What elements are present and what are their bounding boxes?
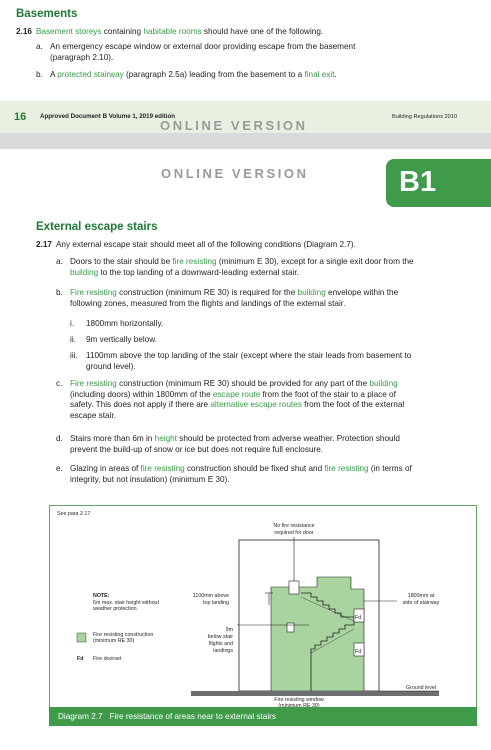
fire-window bbox=[287, 623, 294, 632]
caption-number: Diagram 2.7 bbox=[58, 712, 103, 721]
link-habitable-rooms[interactable]: habitable rooms bbox=[143, 27, 202, 36]
label-side-of-stairway: side of stairway bbox=[402, 600, 440, 606]
list-item bbox=[36, 70, 476, 82]
link-escape-route[interactable]: escape route bbox=[212, 389, 261, 399]
legend-swatch-fire-resisting bbox=[77, 633, 86, 642]
text: escape stair. bbox=[70, 410, 116, 420]
section-tab-label: B1 bbox=[399, 166, 437, 198]
list-label: a. bbox=[56, 257, 63, 266]
text: (paragraph 2.5a) leading from the basement to a bbox=[123, 70, 305, 79]
text: following zones, measured from the flights and landings of the external stair. bbox=[70, 298, 346, 308]
text: from the foot of the external bbox=[301, 400, 405, 409]
text: Any external escape stair should meet all of the following conditions (Diagram 2.7). bbox=[55, 240, 356, 249]
text: containing bbox=[101, 27, 144, 36]
link-fire-resisting[interactable]: fire resisting bbox=[140, 464, 185, 473]
text: An emergency escape window or external door providing escape from the basement bbox=[50, 42, 356, 51]
note-title: NOTE: bbox=[93, 593, 110, 599]
ground-level-label: Ground level bbox=[405, 685, 436, 691]
label-1100mm: 1100mm above bbox=[192, 593, 229, 599]
label-fire-resisting-window: Fire resisting window bbox=[274, 697, 324, 703]
list-item bbox=[36, 42, 476, 66]
page-current bbox=[0, 149, 491, 750]
text: integrity, but not insulation) (minimum E 30). bbox=[70, 474, 230, 484]
text: . bbox=[334, 70, 337, 79]
list-label: iii. bbox=[70, 351, 78, 360]
paragraph-number: 2.17 bbox=[36, 240, 52, 249]
online-version-watermark: ONLINE VERSION bbox=[161, 166, 309, 181]
text: to the top landing of a downward-leading external stair. bbox=[98, 267, 299, 277]
list-label: c. bbox=[56, 379, 63, 388]
page-number: 16 bbox=[14, 111, 27, 123]
top-door bbox=[289, 581, 299, 594]
list-text bbox=[70, 257, 474, 278]
fd-label: Fd bbox=[355, 649, 362, 655]
list-item-b bbox=[56, 288, 486, 312]
list-text bbox=[86, 351, 480, 372]
text: safety. This does not apply if there are bbox=[70, 400, 211, 409]
link-final-exit[interactable]: final exit bbox=[304, 70, 335, 79]
sub-item-i bbox=[70, 319, 480, 330]
text: should have one of the following. bbox=[201, 27, 324, 36]
text: 1100mm above the top landing of the stair (except where the stair leads from basement to bbox=[86, 351, 412, 360]
link-building[interactable]: building bbox=[369, 379, 398, 388]
page-previous bbox=[0, 0, 491, 133]
fd-label: Fd bbox=[355, 615, 362, 621]
list-item-d bbox=[56, 434, 486, 458]
link-height[interactable]: height bbox=[154, 434, 177, 443]
text: from the foot of the stair to a place of bbox=[260, 389, 396, 399]
label-no-fire-resistance: No fire resistance bbox=[273, 523, 315, 529]
section-title-basements: Basements bbox=[16, 8, 78, 20]
text: construction (minimum RE 30) is required for the bbox=[116, 288, 298, 297]
text: (paragraph 2.10). bbox=[50, 52, 114, 62]
link-alternative-escape-routes[interactable]: alternative escape routes bbox=[210, 400, 302, 409]
list-label: d. bbox=[56, 434, 63, 443]
list-item-e bbox=[56, 464, 486, 488]
ground-strip bbox=[191, 691, 439, 696]
link-fire-resisting[interactable]: fire resisting bbox=[172, 257, 217, 266]
legend-fire-doorset: Fire doorset bbox=[93, 656, 122, 662]
list-text bbox=[50, 42, 470, 63]
fire-resisting-zone bbox=[271, 577, 364, 691]
legend-fire-resisting-min: (minimum RE 30) bbox=[93, 638, 135, 644]
list-label: b. bbox=[36, 70, 43, 79]
list-text bbox=[70, 288, 474, 309]
section-title-external-escape-stairs: External escape stairs bbox=[36, 221, 158, 233]
label-below-stair: below stair bbox=[207, 634, 233, 640]
page-separator bbox=[0, 133, 491, 149]
list-label: e. bbox=[56, 464, 63, 473]
list-text bbox=[70, 464, 474, 485]
link-building[interactable]: building bbox=[70, 267, 99, 277]
paragraph-2-17 bbox=[36, 239, 476, 250]
text: ground level). bbox=[86, 361, 136, 371]
list-text bbox=[70, 434, 474, 455]
label-top-landing: top landing bbox=[203, 600, 229, 606]
link-fire-resisting[interactable]: Fire resisting bbox=[70, 379, 117, 388]
link-fire-resisting[interactable]: Fire resisting bbox=[70, 288, 117, 297]
link-basement-storeys[interactable]: Basement storeys bbox=[35, 27, 102, 36]
footer-document-title: Approved Document B Volume 1, 2019 edition bbox=[40, 113, 176, 120]
online-version-watermark: ONLINE VERSION bbox=[160, 118, 308, 133]
text: (including doors) within 1800mm of the bbox=[70, 389, 213, 399]
sub-item-ii bbox=[70, 335, 480, 346]
link-protected-stairway[interactable]: protected stairway bbox=[57, 70, 124, 79]
caption-text: Fire resistance of areas near to external stairs bbox=[109, 712, 276, 721]
footer-regulations: Building Regulations 2010 bbox=[392, 114, 457, 120]
link-fire-resisting[interactable]: fire resisting bbox=[324, 464, 369, 473]
text: envelope within the bbox=[325, 288, 399, 297]
text: Doors to the stair should be bbox=[70, 257, 173, 266]
see-para-label: See para 2.17 bbox=[57, 511, 91, 517]
text: A bbox=[50, 70, 58, 79]
paragraph-2-16 bbox=[16, 26, 486, 37]
legend-fire-resisting: Fire resisting construction bbox=[93, 632, 154, 638]
note-line: 6m max. stair height without bbox=[93, 600, 159, 606]
list-text bbox=[70, 379, 474, 421]
link-building[interactable]: building bbox=[297, 288, 326, 297]
text: (minimum E 30), except for a single exit door from the bbox=[216, 257, 414, 266]
list-text: 9m vertically below. bbox=[86, 335, 157, 344]
note-line: weather protection. bbox=[93, 606, 139, 612]
text: should be protected from adverse weather. Protection should bbox=[176, 434, 400, 443]
sub-item-iii bbox=[70, 351, 480, 373]
paragraph-number: 2.16 bbox=[16, 27, 32, 36]
diagram-caption bbox=[58, 712, 276, 721]
list-label: ii. bbox=[70, 335, 76, 344]
list-label: a. bbox=[36, 42, 43, 51]
diagram-2-7 bbox=[49, 505, 477, 707]
text: (in terms of bbox=[368, 464, 412, 473]
list-label: i. bbox=[70, 319, 75, 328]
label-required-for-door: required for door bbox=[274, 530, 314, 536]
list-text bbox=[50, 70, 470, 81]
text: Glazing in areas of bbox=[70, 464, 141, 473]
label-1800mm: 1800mm at bbox=[407, 593, 435, 599]
list-item-a bbox=[56, 257, 486, 281]
label-flights: flights and bbox=[208, 641, 233, 647]
text: Stairs more than 6m in bbox=[70, 434, 155, 443]
label-9m: 9m bbox=[225, 627, 233, 633]
label-window-min: (minimum RE 30) bbox=[278, 703, 320, 707]
text: prevent the build-up of snow or ice but does not require full enclosure. bbox=[70, 444, 324, 454]
text: construction (minimum RE 30) should be provided for any part of the bbox=[116, 379, 370, 388]
list-item-c bbox=[56, 379, 486, 424]
label-landings: landings bbox=[213, 648, 233, 654]
text: construction should be fixed shut and bbox=[184, 464, 325, 473]
list-text: 1800mm horizontally. bbox=[86, 319, 164, 328]
list-label: b. bbox=[56, 288, 63, 297]
legend-fd-symbol: Fd bbox=[77, 656, 84, 662]
